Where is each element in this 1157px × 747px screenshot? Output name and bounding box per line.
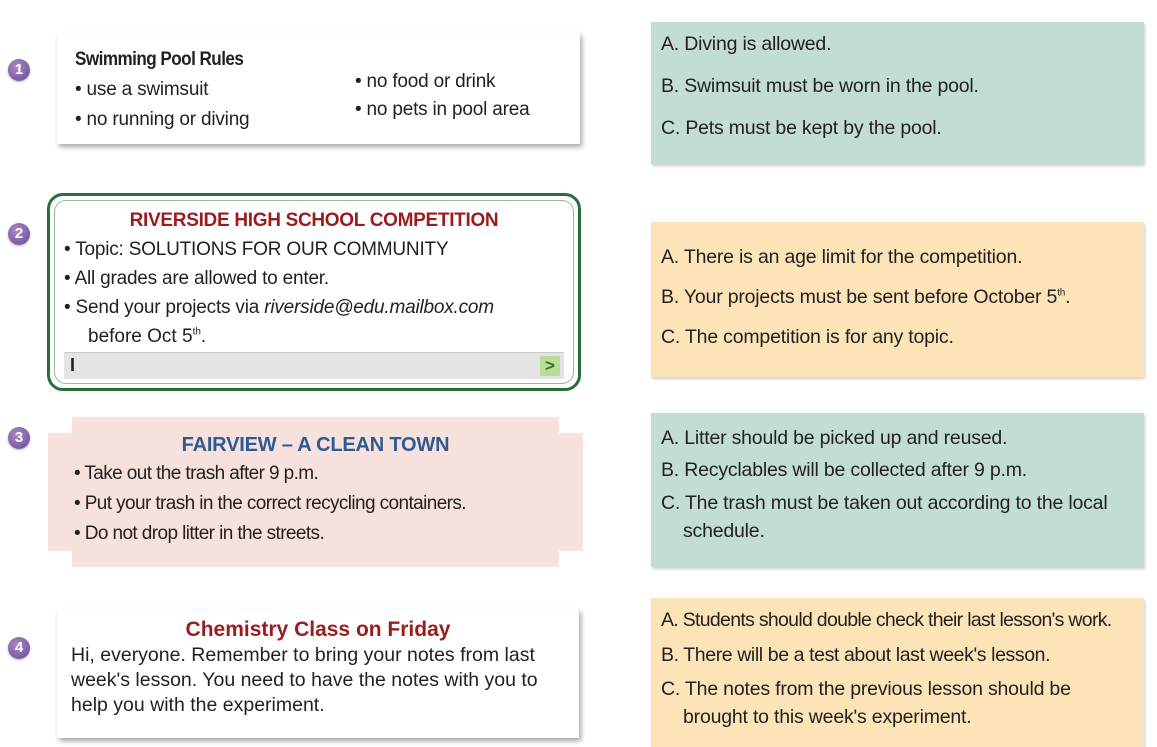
answer-options-panel <box>651 413 1144 567</box>
next-arrow-button[interactable]: > <box>540 356 560 376</box>
option-b[interactable]: B. Recyclables will be collected after 9 p.m. <box>661 459 1027 481</box>
info-bullet: • Do not drop litter in the streets. <box>74 521 324 546</box>
competition-title: RIVERSIDE HIGH SCHOOL COMPETITION <box>129 210 499 231</box>
notice-title: Chemistry Class on Friday <box>185 618 451 641</box>
option-b[interactable]: B. Your projects must be sent before October 5th. <box>661 286 1071 308</box>
option-a[interactable]: A. Diving is allowed. <box>661 33 832 55</box>
answer-options-panel <box>651 598 1144 747</box>
option-a[interactable]: A. Students should double check their last lesson's work. <box>661 609 1112 631</box>
pool-rules-sign <box>57 33 580 144</box>
answer-options-panel <box>651 22 1144 164</box>
rule-bullet: • no food or drink <box>355 69 495 94</box>
question-number-badge: 2 <box>8 223 30 245</box>
notice-line: Hi, everyone. Remember to bring your notes from last <box>71 644 535 666</box>
option-c[interactable]: C. The notes from the previous lesson should be <box>661 678 1071 700</box>
option-c[interactable]: C. The trash must be taken out according to the local <box>661 492 1108 514</box>
question-number-badge: 3 <box>8 427 30 449</box>
sign-title: Swimming Pool Rules <box>75 49 244 70</box>
clean-town-sign <box>48 417 583 567</box>
option-b[interactable]: B. Swimsuit must be worn in the pool. <box>661 75 979 97</box>
notice-line: week's lesson. You need to have the notes with you to <box>71 669 538 691</box>
competition-screen <box>47 193 581 391</box>
deadline-line: before Oct 5th. <box>88 326 207 347</box>
chemistry-notice <box>57 609 579 738</box>
info-bullet: • Put your trash in the correct recycling containers. <box>74 491 466 516</box>
text-cursor: I <box>70 355 76 375</box>
option-c-continued: schedule. <box>683 520 765 542</box>
option-a[interactable]: A. There is an age limit for the competition. <box>661 246 1023 268</box>
option-c[interactable]: C. The competition is for any topic. <box>661 326 954 348</box>
info-bullet: • All grades are allowed to enter. <box>64 266 329 291</box>
option-c-continued: brought to this week's experiment. <box>683 706 972 728</box>
info-bullet: • Take out the trash after 9 p.m. <box>74 461 318 486</box>
send-text: Send your projects via <box>75 297 265 318</box>
answer-options-panel <box>651 222 1144 377</box>
option-a[interactable]: A. Litter should be picked up and reused. <box>661 427 1008 449</box>
info-bullet <box>64 295 494 320</box>
question-number-badge: 4 <box>8 637 30 659</box>
info-bullet: • Topic: SOLUTIONS FOR OUR COMMUNITY <box>64 237 448 262</box>
option-b[interactable]: B. There will be a test about last week's lesson. <box>661 644 1051 666</box>
rule-bullet: • use a swimsuit <box>75 77 208 102</box>
notice-line: help you with the experiment. <box>71 694 325 716</box>
option-c[interactable]: C. Pets must be kept by the pool. <box>661 117 942 139</box>
question-number-badge: 1 <box>8 59 30 81</box>
email-link[interactable]: riverside@edu.mailbox.com <box>264 297 494 318</box>
rule-bullet: • no running or diving <box>75 107 249 132</box>
rule-bullet: • no pets in pool area <box>355 97 529 122</box>
town-title: FAIRVIEW – A CLEAN TOWN <box>181 434 450 456</box>
message-input-bar[interactable] <box>64 352 564 379</box>
